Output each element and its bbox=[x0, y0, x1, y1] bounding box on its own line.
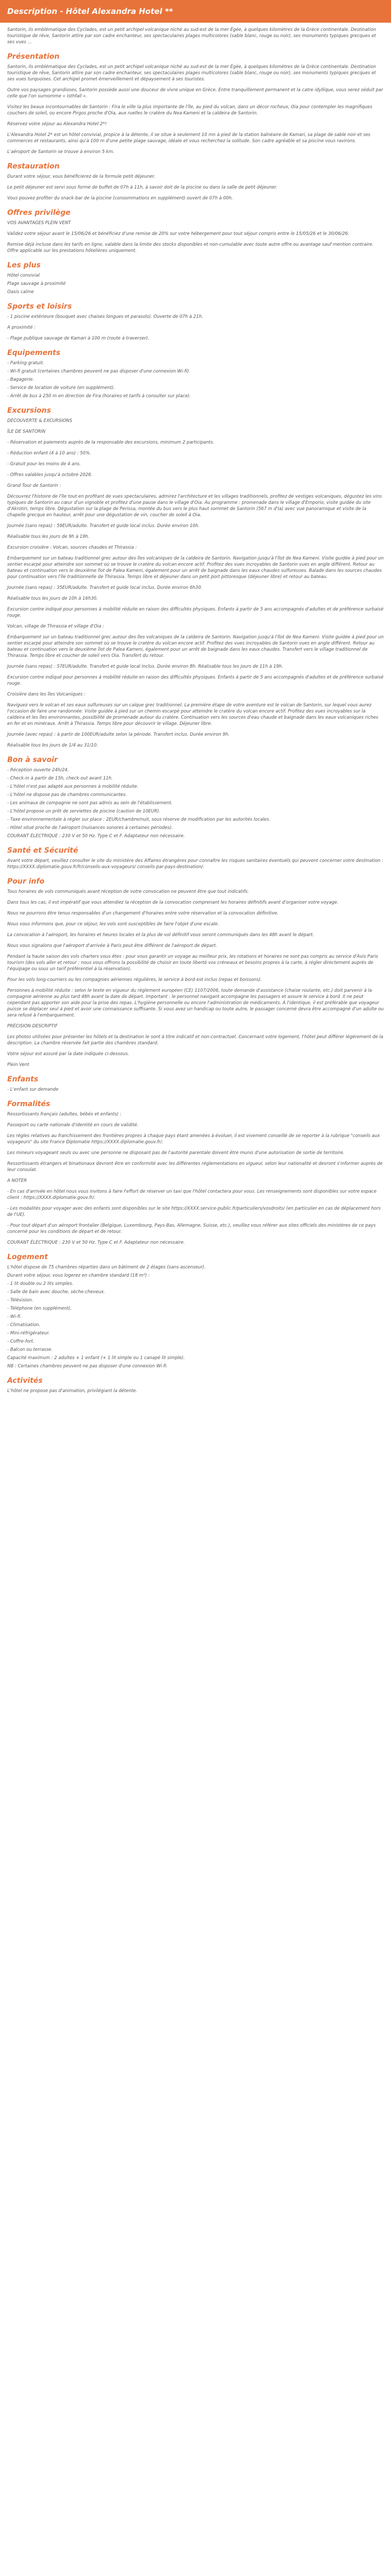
section-paragraph: Personnes à mobilité réduite : selon le texte en vigueur du règlement européen (CE) 1107/2006, toute demande d'assistance (chaise roulante, etc.) doit parvenir à la compagnie aérienne au plus tard 48h avant la date de départ. Important : le personnel navigant accompagne les passagers et assure le service à bord. Il ne peut cependant pas apporter son aide pour la prise des repas. L'hygiène personnelle ou encore l'administration de médicaments. À l'identique, il est préférable que voyageur puisse se déplacer seul à pied et avoir une connaissance suffisante. Si vous avez un handicap ou toute autre, le passager concerné devra être accompagné d'un adulte ou sera refusé à l'embarquement. bbox=[7, 988, 384, 1018]
section-paragraph: - Arrêt de bus à 250 m en direction de Fira (horaires et tarifs à consulter sur place). bbox=[7, 394, 191, 399]
section-paragraph: Passeport ou carte nationale d'identité en cours de validité. bbox=[7, 1123, 139, 1128]
section-paragraph: Nous vous signalons que l'aéroport d'arrivée à Paris peut être différent de l'aéroport de départ. bbox=[7, 943, 217, 948]
section-title: Les plus bbox=[7, 261, 41, 269]
section-paragraph: - Bagagerie. bbox=[7, 377, 34, 382]
section-paragraph: Hôtel convivial bbox=[7, 273, 40, 278]
page-title: Description - Hôtel Alexandra Hotel ** bbox=[7, 7, 173, 16]
section-paragraph: - Gratuit pour les moins de 4 ans. bbox=[7, 462, 81, 467]
section-paragraph: Durant votre séjour, vous bénéficierez de la formule petit déjeuner. bbox=[7, 174, 155, 179]
section-paragraph: Santorin, ils emblématique des Cyclades, est un petit archipel volcanique niché au sud-est de la mer Égée, à quelques kilomètres de la Grèce continentale. Destination touristique de rêve, Santorin attire par son cadre enchanteur, ses spectaculaires plages multicolores (sable blanc, rouge ou noir), ses monuments typiques grecques et ses vues turquoises. Cet archipel promet émerveillement et dépaysement à ses touristes. bbox=[7, 64, 376, 82]
section-paragraph: - Réservation et paiements auprès de la responsable des excursions, minimum 2 participants. bbox=[7, 440, 215, 445]
section-paragraph: - Climatisation. bbox=[7, 1323, 41, 1328]
section-paragraph: - Mini-réfrigérateur. bbox=[7, 1331, 50, 1336]
section-paragraph: Votre séjour est assuré par la date indiquée ci-dessous. bbox=[7, 1052, 129, 1057]
section bbox=[7, 162, 384, 201]
section-paragraph: - Les animaux de compagnie ne sont pas admis au sein de l'établissement. bbox=[7, 801, 173, 806]
section-paragraph: Outre vos paysages grandioses, Santorin possède aussi une douceur de vivre unique en Grèce. Entre tranquillement permanent et la catre idyllique, vous serez séduit par celle que l'on surnomme « Isthfall ». bbox=[7, 88, 383, 99]
section-paragraph: - Pour tout départ d'un aéroport frontalier (Belgique, Luxembourg, Pays-Bas, Allemagne, Suisse, etc.), veuillez vous référer aux sites officiels des ministères de ce pays concerné pour les conditions de départ et de retour. bbox=[7, 1223, 376, 1234]
section-paragraph: L'hôtel ne propose pas d'animation, privilégiant la détente. bbox=[7, 1388, 137, 1394]
section-paragraph: Les règles relatives au franchissement des frontières propres à chaque pays étant amenées à évoluer, il est vivement conseillé de se reporter à la rubrique "conseils aux voyageurs" du site France Diplomatie https://XXXX.diplomatie.gouv.fr/. bbox=[7, 1133, 380, 1145]
section-paragraph: - L'hôtel n'est pas adapté aux personnes à mobilité réduite. bbox=[7, 784, 139, 789]
section bbox=[7, 1377, 384, 1394]
section bbox=[7, 349, 384, 399]
section-title: Pour info bbox=[7, 877, 45, 886]
section-paragraph: Nous ne pourrons être tenus responsables d'un changement d'horaires entre votre réservation et la convocation définitive. bbox=[7, 911, 279, 916]
section-paragraph: COURANT ÉLECTRIQUE : 230 V et 50 Hz. Type C et F. Adaptateur non nécessaire. bbox=[7, 1240, 185, 1245]
section-title: Excursions bbox=[7, 406, 51, 415]
section-paragraph: L'Alexandra Hotel 2* est un hôtel convivial, propice à la détente, il se situe à seulement 10 mn à pied de la station balnéaire de Kamari, sa plage de sable noir et ses commerces et restaurants, ainsi qu'à 100 m d'une petite plage sauvage, idéale et vous recherchez la solitude. Son cadre agréable et sa piscine vous ravirons. bbox=[7, 132, 371, 144]
section-paragraph: - Hôtel situé proche de l'aéroport (nuisances sonores à certaines périodes). bbox=[7, 825, 173, 831]
section-paragraph: - Taxe environnementale à régler sur place : 2EUR/chambre/nuit, sous réserve de modification par les autorités locales. bbox=[7, 817, 271, 822]
section-title: Equipements bbox=[7, 349, 60, 357]
section-paragraph: L'hôtel dispose de 75 chambres réparties dans un bâtiment de 2 étages (sans ascenseur). bbox=[7, 1265, 206, 1270]
section-paragraph: - Salle de bain avec douche, sèche-cheveux. bbox=[7, 1290, 105, 1295]
section-paragraph: Le petit déjeuner est servi sous forme de buffet de 07h à 11h, à savoir doit de la piscine ou dans la salle de petit déjeuner. bbox=[7, 185, 278, 190]
section bbox=[7, 1100, 384, 1246]
section-paragraph: - Réduction enfant (4 à 10 ans) : 50%. bbox=[7, 451, 91, 456]
section-paragraph: Dans tous les cas, il est impératif que vous attendiez la réception de la convocation comprenant les horaires définitifs avant d'organiser votre voyage. bbox=[7, 900, 339, 905]
section-paragraph: Journée (sans repas) : 59EUR/adulte. Transfert et guide local inclus. Durée environ 10h. bbox=[7, 523, 200, 529]
section-paragraph: A proximité : bbox=[7, 325, 36, 330]
section-paragraph: - Wi-fi gratuit (certaines chambres peuvent ne pas disposer d'une connexion Wi-fi). bbox=[7, 369, 190, 374]
section-paragraph: - Télévision. bbox=[7, 1298, 34, 1303]
section-paragraph: Embarquement sur un bateau traditionnel grec autour des îles volcaniques de la caldeira de Santorin. Navigation jusqu'à l'îlot de Nea Kameni. Visite guidée à pied pour un sentier escarpé pour atteindre son sommet où se trouve le cratère du volcan encore actif. Profitez des vues incroyables de Santorin vues en angle différent. Retour au bateau et continuation vers le deuxième îlot de Palea Kameni, également pour un arrêt de baignade dans les eaux chaudes sulfureuses. Balade dans les sources chaudes pour continuation vers l'île traditionnelle de Thirassia. Temps libre et déjeuner dans un petit port pittoresque (déjeuner libre) et retour au bateau. bbox=[7, 556, 384, 580]
section bbox=[7, 209, 384, 254]
section-paragraph: COURANT ÉLECTRIQUE : 230 V et 50 Hz. Type C et F. Adaptateur non nécessaire. bbox=[7, 834, 185, 839]
section-paragraph: - 1 lit double ou 2 lits simples. bbox=[7, 1281, 74, 1286]
section-title: Activités bbox=[7, 1377, 43, 1385]
section-paragraph: Réservez votre séjour au Alexandra Hotel 2*! bbox=[7, 122, 107, 127]
section-paragraph: Validez votre séjour avant le 15/06/26 et bénéficiez d'une remise de 20% sur votre hébergement pour tout séjour compris entre le 15/05/26 et le 30/06/26. bbox=[7, 231, 350, 236]
section-title: Sports et loisirs bbox=[7, 302, 72, 311]
section-paragraph: - Offres valables jusqu'à octobre 2026. bbox=[7, 472, 93, 478]
section-paragraph: La convocation à l'aéroport, les horaires et heures locales et la plus de vol définitif vous seront communiqués dans les 48h avant le départ. bbox=[7, 933, 314, 938]
section-paragraph: - Les modalités pour voyager avec des enfants sont disponibles sur le site https://XXXX.service-public.fr/particuliers/vosdroits/ (en particulier en cas de déplacement hors de l'UE). bbox=[7, 1206, 381, 1217]
section-paragraph: - Plage publique sauvage de Kamari à 100 m (route à traverser). bbox=[7, 336, 150, 341]
section-paragraph: - Balcon ou terrasse. bbox=[7, 1347, 53, 1352]
section-paragraph: Pour les vols long-courriers ou les compagnies aériennes régulières, le service à bord est inclus (repas et boissons). bbox=[7, 977, 262, 982]
section-paragraph: Ressortissants français (adultes, bébés et enfants) : bbox=[7, 1112, 122, 1117]
section bbox=[7, 302, 384, 342]
section-paragraph: Santorin, ils emblématique des Cyclades, est un petit archipel volcanique niché au sud-est de la mer Égée, à quelques kilomètres de la Grèce continentale. Destination touristique de rêve, Santorin attire par son cadre enchanteur, ses spectaculaires plages multicolores (sable blanc, rouge ou noir), ses monuments typiques grecques et ses vues ... bbox=[7, 27, 376, 45]
section-paragraph: Journée (avec repas) : à partir de 100EUR/adulte selon la période. Transfert inclus. Durée environ 9h. bbox=[7, 732, 230, 737]
section-paragraph: - Coffre-fort. bbox=[7, 1339, 35, 1344]
section-paragraph: Découvrez l'histoire de l'île tout en profitant de vues spectaculaires, admirez l'architecture et les villages traditionnels, profitez de vestiges volcaniques, dégustez les vins typiques de Santorin au cœur d'un vignoble et profitez d'une pause dans le village d'Oia. Au programme : promenade dans le village d'Emporio, visite guidée du site d'Akrotiri, temps libre. Dégustation sur la plage de Perissa, montée du bus vers le plus haut sommet de Santorin (567 m d'Ia) avec vue panoramique et visite de la chapelle grecque en hauteur, arrêt pour une dégustation de vin, coucher de soleil à Oia. bbox=[7, 494, 382, 518]
section-paragraph: VOS AVANTAGES PLEIN VENT bbox=[7, 221, 71, 226]
section-paragraph: - Parking gratuit. bbox=[7, 361, 44, 366]
section-title: Restauration bbox=[7, 162, 60, 171]
section-title: Formalités bbox=[7, 1100, 51, 1108]
section bbox=[7, 53, 384, 155]
section-paragraph: - En cas d'arrivée en hôtel nous vous invitons à faire l'effort de réserver un taxi que l'hôtel contactera pour vous. Les renseignements sont disponibles sur votre espace client : https://XXXX.diplomatie.gouv.fr/. bbox=[7, 1189, 377, 1200]
section-paragraph: A NOTER bbox=[7, 1178, 27, 1183]
section-paragraph: - Service de location de voiture (en supplément). bbox=[7, 385, 115, 391]
section-paragraph: Oasis calme bbox=[7, 290, 34, 295]
section-title: Enfants bbox=[7, 1075, 39, 1083]
section-paragraph: Journée (sans repas) : 57EUR/adulte. Transfert et guide local inclus. Durée environ 8h. Réalisable tous les jours de 11h à 19h. bbox=[7, 664, 283, 669]
section bbox=[7, 877, 384, 1068]
section-paragraph: Embarquement sur un bateau traditionnel grec autour des îles volcaniques de la caldeira de Santorin. Navigation jusqu'à l'îlot de Nea Kameni. Visite guidée à pied pour un sentier escarpé pour atteindre son sommet où se trouve le cratère du volcan encore actif. Profitez des vues incroyables de Santorin vues en angle différent. Retour au bateau et continuation vers le deuxième îlot de Palea Kameni, également pour un arrêt de baignade dans les eaux chaudes. Transfert vers le village traditionnel de Thirassia. Temps libre et coucher de soleil vers Oia. Transfert du retour. bbox=[7, 635, 384, 658]
section-title: Bon à savoir bbox=[7, 756, 58, 764]
section bbox=[7, 1253, 384, 1369]
section-paragraph: Volcan, village de Thirassia et village d'Oia : bbox=[7, 624, 104, 629]
section-paragraph: Réalisable tous les jours de 10h à 16h30. bbox=[7, 596, 98, 601]
section-paragraph: Plein Vent bbox=[7, 1062, 29, 1067]
section-paragraph: PRÉCISION DESCRIPTIF bbox=[7, 1024, 58, 1029]
section bbox=[7, 406, 384, 749]
section-paragraph: NB : Certaines chambres peuvent ne pas disposer d'une connexion Wi-fi. bbox=[7, 1364, 168, 1369]
section-paragraph: - Réception ouverte 24h/24. bbox=[7, 768, 69, 773]
page-header bbox=[0, 0, 391, 23]
section-paragraph: Excursion contre indiqué pour personnes à mobilité réduite en raison des difficultés physiques. Enfants à partir de 5 ans accompagnés d'adultes et de préférence surbaisé rouge. bbox=[7, 607, 384, 618]
section-paragraph: Grand Tour de Santorin : bbox=[7, 483, 61, 488]
section-title: Santé et Sécurité bbox=[7, 846, 78, 855]
section-title: Logement bbox=[7, 1253, 48, 1261]
section-paragraph: - 1 piscine extérieure (bouquet avec chaises longues et parasols). Ouverte de 07h à 21h. bbox=[7, 314, 203, 319]
section-paragraph: Croisière dans les îles Volcaniques : bbox=[7, 692, 86, 697]
section bbox=[7, 1075, 384, 1093]
description-content bbox=[0, 23, 391, 1409]
section-paragraph: Journée (sans repas) : 35EUR/adulte. Transfert et guide local inclus. Durée environ 6h30. bbox=[7, 585, 203, 590]
section-paragraph: - L'enfant sur demande bbox=[7, 1087, 59, 1092]
section-paragraph: Excursion contre indiqué pour personnes à mobilité réduite en raison des difficultés physiques. Enfants à partir de 5 ans accompagnés d'adultes et de préférence surbaisé rouge. bbox=[7, 675, 384, 686]
section-paragraph: - L'hôtel ne dispose pas de chambres communicantes. bbox=[7, 792, 127, 798]
section-paragraph: Plage sauvage à proximité bbox=[7, 281, 66, 286]
section-paragraph: Visitez les beaux incontournables de Santorin : Fira le ville la plus importante de l'île, au pied du volcan, dans un décor rocheux, Oia pour contempler les magnifiques couchers de soleil, ou encore Pirgos proche d'Oia, aux ruelles le cratère du Nea Kameni et la caldeira de Santorin. bbox=[7, 105, 372, 116]
section-paragraph: Avant votre départ, veuillez consulter le site du ministère des Affaires étrangères pour connaître les risques sanitaires éventuels qui peuvent concerner votre destination : https://XXXX.diplomatie.gouv.fr/fr/conseils-aux-voyageurs/ conseils-par-pays-destination/. bbox=[7, 858, 384, 870]
section-paragraph: Capacité maximum : 2 adultes + 1 enfant (+ 1 lit simple ou 1 canapé lit simple). bbox=[7, 1355, 185, 1361]
section-paragraph: DÉCOUVERTE & EXCURSIONS bbox=[7, 418, 72, 423]
section-paragraph: Excursion croisière : Volcan, sources chaudes et Thirassia : bbox=[7, 545, 137, 550]
section-paragraph: Vous pouvez profiter du snack-bar de la piscine (consommations en supplément) ouvert de 07h à 00h. bbox=[7, 196, 233, 201]
section bbox=[7, 756, 384, 839]
section-paragraph: - L'hôtel propose un prêt de serviettes de piscine (caution de 10EUR). bbox=[7, 809, 160, 814]
section-paragraph: Naviguez vers le volcan et ses eaux sulfureuses sur un caïque grec traditionnel. La première étape de votre aventure est le volcan de Santorin, sur lequel vous aurez l'occasion de faire une randonnée. Visite guidée à pied sur un chemin escarpé pour atteindre le cratère du volcan encore actif. Profitez des vues incroyables sur la caldeira et les îles environnantes, possibilité de promenade autour du cratère. Continuation vers les sources d'eau chaude et baignade dans les eaux volcaniques riches en fer et en minéraux. Arrêt à Thirassia. Temps libre pour découvrir le village. Déjeuner libre. bbox=[7, 703, 379, 726]
section-paragraph: Tous horaires de vols communiqués avant réception de votre convocation ne peuvent être que tout indicatifs. bbox=[7, 889, 249, 894]
section-paragraph: Les mineurs voyageant seuls ou avec une personne ne disposant pas de l'autorité parentale doivent être munis d'une autorisation de sortie de territoire. bbox=[7, 1150, 345, 1156]
section-paragraph: Réalisable tous les jours de 9h à 19h. bbox=[7, 534, 90, 539]
section-paragraph: - Téléphone (en supplément). bbox=[7, 1306, 72, 1311]
section bbox=[7, 261, 384, 295]
section bbox=[7, 27, 384, 45]
section-paragraph: Réalisable tous les jours de 1/4 au 31/10. bbox=[7, 743, 98, 748]
section-paragraph: Les photos utilisées pour présenter les hôtels et la destination le sont à titre indicatif et non-contractuel. Concernant votre logement, l'hôtel peut différer légèrement de la description. La chambre réservée fait partie des chambres standard. bbox=[7, 1035, 383, 1046]
section-paragraph: L'aéroport de Santorin se trouve à environ 5 km. bbox=[7, 149, 115, 155]
section-paragraph: - Wi-fi. bbox=[7, 1314, 22, 1319]
section-paragraph: - Check-in à partir de 15h, check-out avant 11h. bbox=[7, 776, 113, 781]
section-title: Offres privilège bbox=[7, 209, 71, 217]
section-paragraph: Pendant la haute saison des vols charters vous êtes : pour vous garantir un voyage au meilleur prix, les rotations et horaires ne sont pas compris au service d'Avis Paris tourism (des vols aller et retour ; nous vous offrons la possibilité de choisir en toute liberté vos créneaux et besoins propres à la carte, à régler directement auprès de l'équipage ou sous un tarif préférentiel à la réservation). bbox=[7, 954, 378, 972]
section-paragraph: Durant votre séjour, vous logerez en chambre standard (18 m²) : bbox=[7, 1273, 150, 1278]
section bbox=[7, 846, 384, 870]
section-paragraph: Nous vous informons que, pour ce séjour, les vols sont susceptibles de faire l'objet d'une escale. bbox=[7, 922, 219, 927]
section-paragraph: ÎLE DE SANTORIN bbox=[7, 429, 46, 434]
section-title: Présentation bbox=[7, 53, 60, 61]
section-paragraph: Remise déjà incluse dans les tarifs en ligne, valable dans la limite des stocks disponibles et non-cumulable avec toute autre offre ou avantage sauf mention contraire. Offre applicable sur les prestations hôtelières uniquement. bbox=[7, 242, 374, 253]
section-paragraph: Ressortissants étrangers et binationaux devront être en conformité avec les différentes réglementations en vigueur, selon leur nationalité et devront s'informer auprès de leur consulat. bbox=[7, 1161, 383, 1173]
